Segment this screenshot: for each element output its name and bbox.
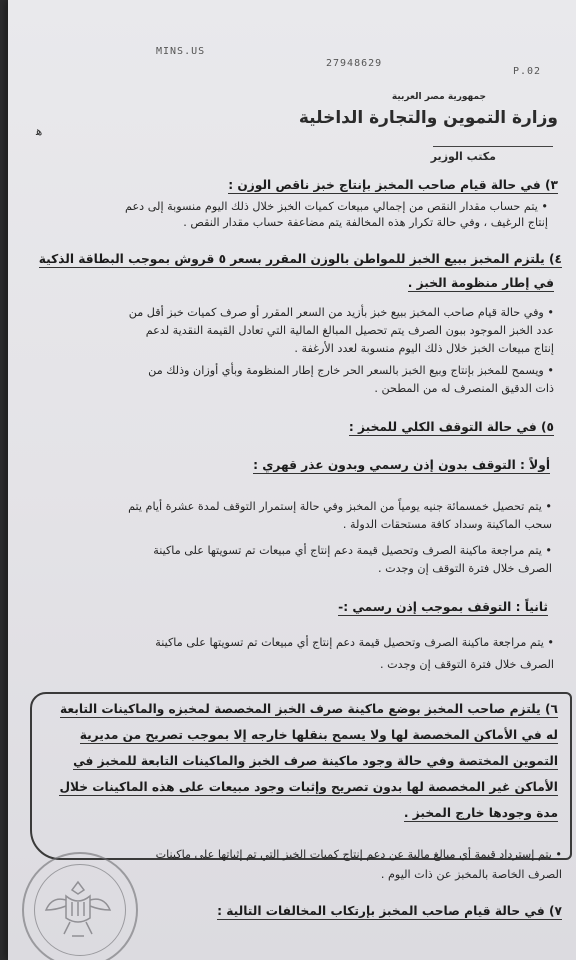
letterhead-ministry: وزارة التموين والتجارة الداخلية [298,108,558,128]
section-7-heading: ٧) في حالة قيام صاحب المخبز بإرتكاب المخالفات التالية : [217,904,562,918]
letterhead-divider [433,146,553,147]
section-6-line: الأماكن غير المخصصة لها بدون تصريح وإثبات وجود مبيعات على هذه الماكينات خلال [59,780,558,794]
section-4-line: إنتاج مبيعات الخبز خلال ذلك اليوم منسوبة لعدد الأرغفة . [294,342,554,355]
section-5-second-heading: ثانياً : التوقف بموجب إذن رسمي :- [338,600,548,614]
section-5-second-line: • يتم مراجعة ماكينة الصرف وتحصيل قيمة دعم إنتاج أي مبيعات تم تسويتها على ماكينة [155,636,554,649]
section-6-line: له في الأماكن المخصصة لها ولا يسمح بنقلها خارجه إلا بموجب تصريح من مديرية [79,728,558,742]
section-4-line: ذات الدقيق المنصرف له من المطحن . [374,382,554,395]
fax-page-number: P.02 [513,66,542,77]
letterhead-office: مكتب الوزير [430,150,496,163]
section-6-line: ٦) يلتزم صاحب المخبز بوضع ماكينة صرف الخبز المخصصة لمخبزه والماكينات التابعة [59,702,558,716]
section-4-line: عدد الخبز الموجود ببون الصرف يتم تحصيل المبالغ المالية التي تعادل القيمة النقدية لدعم [145,324,554,337]
official-seal-stamp [22,852,138,960]
fax-sender-id: MINS.US [156,46,206,57]
section-5-first-line: • يتم تحصيل خمسمائة جنيه يومياً من المخبز وفي حالة إستمرار التوقف لمدة عشرة أيام يتم [128,500,552,513]
section-5-heading: ٥) في حالة التوقف الكلي للمخبز : [348,420,554,434]
section-4-line: • وفي حالة قيام صاحب المخبز ببيع خبز بأزيد من السعر المقرر أو صرف كميات خبز أقل من [128,306,554,319]
document-page [8,0,576,960]
section-6-line: مدة وجودها خارج المخبز . [403,806,558,820]
section-4-heading: ٤) يلتزم المخبز ببيع الخبز للمواطن بالوزن المقرر بسعر ٥ قروش بموجب البطاقة الذكية [38,252,562,266]
section-5-first-heading: أولاً : التوقف بدون إذن رسمي وبدون عذر قهري : [253,458,550,472]
section-5-second-line: الصرف خلال فترة التوقف إن وجدت . [379,658,554,671]
section-4-line: • ويسمح للمخبز بإنتاج وبيع الخبز بالسعر الحر خارج إطار المنظومة وبأي أوزان وذلك من [148,364,554,377]
section-3-line: إنتاج الرغيف ، وفي حالة تكرار هذه المخالفة يتم مضاعفة حساب مقدار النقص . [183,216,548,229]
section-3-line: • يتم حساب مقدار النقص من إجمالي مبيعات كميات الخبز خلال ذلك اليوم منسوبة إلى دعم [125,200,548,213]
section-6-bullet-line: • يتم إسترداد قيمة أي مبالغ مالية عن دعم إنتاج كميات الخبز التي تم إثباتها على ماكينات [155,848,562,861]
letterhead-country: جمهورية مصر العربية [391,92,486,102]
section-5-first-line: الصرف خلال فترة التوقف إن وجدت . [377,562,552,575]
handwritten-mark: ﻫ [36,124,43,138]
section-5-first-line: • يتم مراجعة ماكينة الصرف وتحصيل قيمة دعم إنتاج أي مبيعات تم تسويتها على ماكينة [153,544,552,557]
fax-number: 27948629 [326,58,383,69]
eagle-emblem-icon [22,852,134,960]
section-6-bullet-line: الصرف الخاصة بالمخبز عن ذات اليوم . [380,868,562,881]
section-5-first-line: سحب الماكينة وسداد كافة مستحقات الدولة . [342,518,552,531]
section-6-line: التموين المختصة وفي حالة وجود ماكينة صرف الخبز والماكينات التابعة للمخبز في [73,754,558,768]
section-3-heading: ٣) في حالة قيام صاحب المخبز بإنتاج خبز ناقص الوزن : [228,178,558,192]
section-4-heading-cont: في إطار منظومة الخبز . [407,276,554,290]
